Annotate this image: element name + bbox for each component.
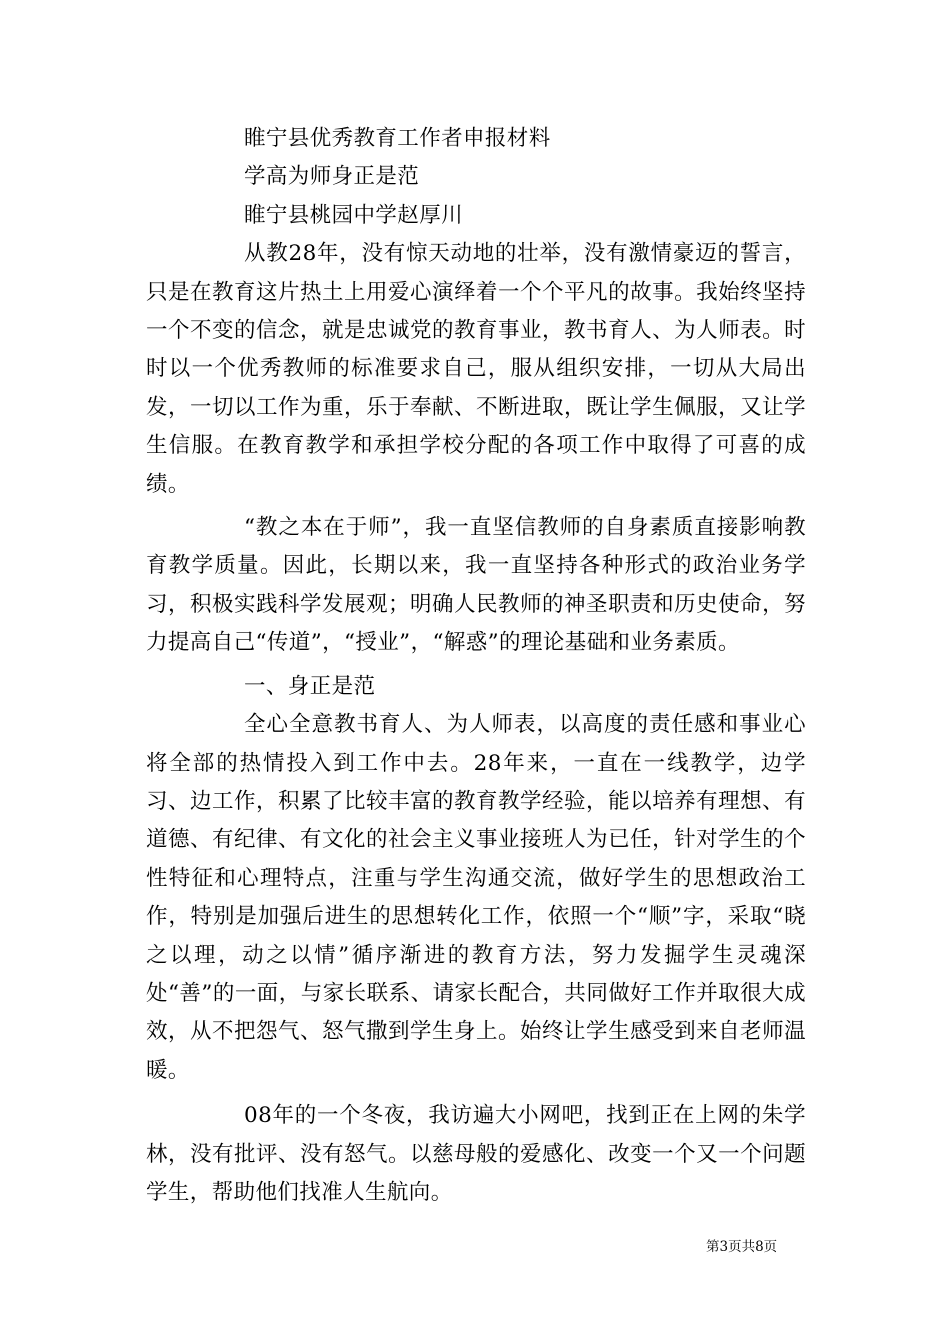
paragraph-teacher-quality: “教之本在于师”，我一直坚信教师的自身素质直接影响教育教学质量。因此，长期以来，我一直坚持各种形式的政治业务学习，积极实践科学发展观；明确人民教师的神圣职责和历史使命，努力提高自己“传道”，“授业”，“解惑”的理论基础和业务素质。 bbox=[146, 515, 806, 656]
paragraph-section-one: 全心全意教书育人、为人师表，以高度的责任感和事业心将全部的热情投入到工作中去。28年来，一直在一线教学，边学习、边工作，积累了比较丰富的教育教学经验，能以培养有理想、有道德、有纪律、有文化的社会主义事业接班人为已任，针对学生的个性特征和心理特点，注重与学生沟通交流，做好学生的思想政治工作，特别是加强后进生的思想转化工作，依照一个“顺”字，采取“晓之以理，动之以情”循序渐进的教育方法，努力发掘学生灵魂深处“善”的一面，与家长联系、请家长配合，共同做好工作并取很大成效，从不把怨气、怒气撒到学生身上。始终让学生感受到来自老师温暖。 bbox=[146, 712, 806, 1083]
section-heading: 一、身正是范 bbox=[244, 673, 376, 699]
document-title: 睢宁县优秀教育工作者申报材料 bbox=[244, 126, 551, 151]
author-line: 睢宁县桃园中学赵厚川 bbox=[244, 202, 464, 228]
page-number-footer: 第3页共8页 bbox=[706, 1239, 778, 1255]
paragraph-winter-night: 08年的一个冬夜，我访遍大小网吧，找到正在上网的朱学林，没有批评、没有怒气。以慈母般的爱感化、改变一个又一个问题学生，帮助他们找准人生航向。 bbox=[146, 1103, 806, 1205]
document-body bbox=[146, 120, 806, 1212]
paragraph-intro: 从教28年，没有惊天动地的壮举，没有激情豪迈的誓言，只是在教育这片热土上用爱心演绎着一个个平凡的故事。我始终坚持一个不变的信念，就是忠诚党的教育事业，教书育人、为人师表。时时以一个优秀教师的标准要求自己，服从组织安排，一切从大局出发，一切以工作为重，乐于奉献、不断进取，既让学生佩服，又让学生信服。在教育教学和承担学校分配的各项工作中取得了可喜的成绩。 bbox=[146, 241, 806, 497]
document-subtitle: 学高为师身正是范 bbox=[244, 164, 420, 190]
